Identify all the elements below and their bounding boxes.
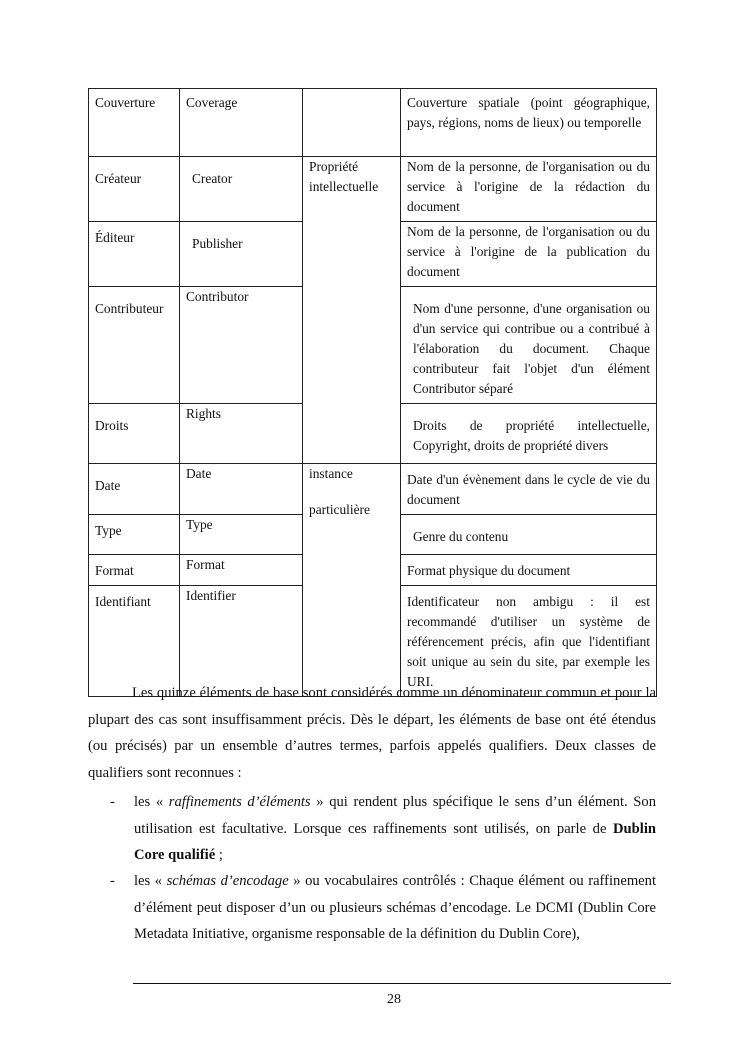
group-instance (303, 464, 401, 697)
element-en: Contributor (180, 287, 303, 404)
element-description: Droits de propriété intellectuelle, Copyright, droits de propriété divers (401, 404, 657, 464)
bullet-dash: - (110, 873, 115, 889)
bullet-item (110, 789, 656, 869)
element-en: Identifier (180, 586, 303, 697)
element-en: Date (180, 464, 303, 515)
element-description: Format physique du document (401, 555, 657, 586)
table-row (89, 464, 657, 515)
element-description: Nom de la personne, de l'organisation ou du service à l'origine de la rédaction du document (401, 157, 657, 222)
element-fr: Date (89, 464, 180, 515)
element-fr: Identifiant (89, 586, 180, 697)
element-en: Rights (180, 404, 303, 464)
element-fr: Format (89, 555, 180, 586)
element-en: Creator (180, 157, 303, 222)
element-description: Nom de la personne, de l'organisation ou du service à l'origine de la publication du document (401, 222, 657, 287)
element-description: Couverture spatiale (point géographique, pays, régions, noms de lieux) ou temporelle (401, 89, 657, 157)
page-number: 28 (387, 992, 401, 1007)
italic-term: raffinements d’éléments (168, 794, 311, 810)
element-description: Identificateur non ambigu : il est recommandé d'utiliser un système de référencement précis, afin que l'identifiant soit unique au sein du site, par exemple les URI. (401, 586, 657, 697)
footer-divider (133, 983, 671, 984)
element-fr: Éditeur (89, 222, 180, 287)
element-description: Nom d'une personne, d'une organisation ou d'un service qui contribue ou a contribué à l'élaboration du document. Chaque contributeur fait l'objet d'un élément Contributor séparé (401, 287, 657, 404)
element-description: Date d'un évènement dans le cycle de vie du document (401, 464, 657, 515)
element-en: Publisher (180, 222, 303, 287)
bullet-dash: - (110, 794, 115, 810)
table-row (89, 89, 657, 157)
group-cell-empty (303, 89, 401, 157)
group-instance-line1: instance (309, 466, 353, 481)
element-fr: Type (89, 515, 180, 555)
element-en: Coverage (180, 89, 303, 157)
element-en: Type (180, 515, 303, 555)
element-description: Genre du contenu (401, 515, 657, 555)
element-fr: Créateur (89, 157, 180, 222)
group-intellectual-property: Propriété intellectuelle (303, 157, 401, 464)
bold-term: Dublin Core qualifié (134, 820, 656, 863)
group-instance-line2: particulière (309, 502, 370, 517)
table-row (89, 157, 657, 222)
element-fr: Droits (89, 404, 180, 464)
body-paragraph: Les quinze éléments de base sont considérés comme un dénominateur commun et pour la plupart des cas sont insuffisamment précis. Dès le départ, les éléments de base ont été étendus (ou précisés) par un ensemble d’autres termes, parfois appelés qualifiers. Deux classes de qualifiers sont reconnues : (88, 685, 656, 781)
italic-term: schémas d’encodage (166, 873, 289, 889)
bullet-item (110, 868, 656, 948)
bullet-text: les « schémas d’encodage » ou vocabulaires contrôlés : Chaque élément ou raffinement d’élément peut disposer d’un ou plusieurs schémas d’encodage. Le DCMI (Dublin Core Metadata Initiative, organisme responsable de la définition du Dublin Core), (134, 873, 657, 942)
element-en: Format (180, 555, 303, 586)
element-fr: Contributeur (89, 287, 180, 404)
bullet-text: les « raffinements d’éléments » qui rendent plus spécifique le sens d’un élément. Son utilisation est facultative. Lorsque ces raffinements sont utilisés, on parle de Dublin Core qualifié ; (134, 794, 657, 863)
element-fr: Couverture (89, 89, 180, 157)
dublin-core-table (88, 88, 657, 697)
